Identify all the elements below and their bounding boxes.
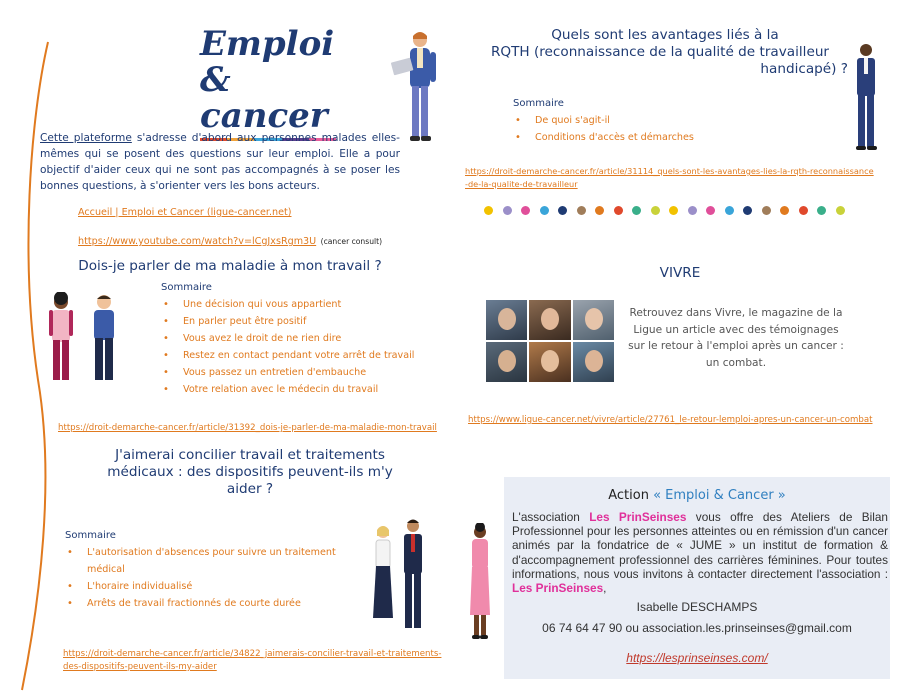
- action-text: ,: [603, 581, 607, 596]
- color-dot: [651, 206, 660, 215]
- section-parler-url[interactable]: https://droit-demarche-cancer.fr/article/31392_dois-je-parler-de-ma-maladie-mon-travail: [58, 423, 437, 433]
- list-item-continued: médical: [87, 564, 125, 575]
- section-rqth-title: [470, 27, 860, 78]
- color-dot: [799, 206, 808, 215]
- portrait-photo: [529, 300, 570, 340]
- url-line[interactable]: des-dispositifs-peuvent-ils-my-aider: [63, 662, 217, 672]
- action-text: vous offre des Ateliers de Bilan Professionnel pour les personnes atteintes ou en rémission d'un cancer animés par la fondatrice de « JUME » un institut de formation & d'accompagnement professionnel des carrières féminines. Pour toutes informations, nous vous invitons à contacter directement l'association :: [512, 510, 888, 581]
- color-dot: [762, 206, 771, 215]
- business-couple-illustration: [368, 518, 430, 638]
- color-dot: [725, 206, 734, 215]
- url-line[interactable]: https://droit-demarche-cancer.fr/article/31114_quels-sont-les-avantages-lies-la-rqth-reconnaissance: [465, 166, 874, 176]
- action-title-prefix: Action: [608, 488, 649, 503]
- color-dot: [484, 206, 493, 215]
- url-line[interactable]: -de-la-qualite-de-travailleur: [465, 179, 578, 189]
- logo-line1: Emploi: [200, 24, 335, 64]
- portrait-photo: [573, 300, 614, 340]
- portrait-photo: [529, 342, 570, 382]
- title-line: J'aimerai concilier travail et traitements: [115, 447, 385, 463]
- list-item[interactable]: • L'autorisation d'absences pour suivre un traitement: [65, 544, 345, 561]
- woman-illustration: [462, 523, 498, 641]
- title-line: RQTH (reconnaissance de la qualité de travailleur: [490, 44, 830, 60]
- section-rqth-list: [513, 112, 694, 146]
- list-item[interactable]: • L'horaire individualisé: [65, 578, 345, 595]
- color-dot: [503, 206, 512, 215]
- intro-paragraph: [40, 130, 400, 194]
- section-concilier-url[interactable]: [63, 648, 441, 674]
- youtube-link-row: [78, 231, 382, 249]
- section-rqth-url[interactable]: [465, 165, 874, 191]
- section-rqth-sommaire-label: Sommaire: [513, 98, 564, 109]
- title-line: aider ?: [226, 481, 274, 497]
- action-text: L'association: [512, 510, 590, 524]
- url-line[interactable]: https://droit-demarche-cancer.fr/article/34822_jaimerais-concilier-travail-et-traitements-: [63, 649, 442, 659]
- section-concilier-sommaire-label: Sommaire: [65, 530, 116, 541]
- intro-text: s'adresse d'abord aux personnes malades elles-mêmes qui se posent des questions sur leur emploi. Elle a pour objectif d'aider ceux qui ne sont pas accompagnés à se poser les bonnes questions, à s'orienter vers les bons acteurs.: [40, 132, 401, 192]
- color-dot: [743, 206, 752, 215]
- color-dot: [521, 206, 530, 215]
- vivre-photo-grid: [486, 300, 614, 382]
- logo-line2: & cancer: [200, 60, 328, 136]
- youtube-link[interactable]: https://www.youtube.com/watch?v=lCgJxsRgm3U: [78, 236, 317, 247]
- title-line: handicapé) ?: [760, 61, 848, 77]
- vivre-text: [616, 305, 856, 371]
- portrait-photo: [573, 342, 614, 382]
- accueil-link[interactable]: Accueil | Emploi et Cancer (ligue-cancer.net): [78, 207, 292, 218]
- text-line: un combat.: [705, 356, 767, 369]
- text-line: Ligue un article avec des témoignages: [633, 323, 839, 336]
- list-item[interactable]: • Vous passez un entretien d'embauche: [161, 364, 414, 381]
- text-line: Retrouvez dans Vivre, le magazine de la: [629, 307, 843, 319]
- two-people-illustration: [44, 292, 130, 388]
- portrait-photo: [486, 342, 527, 382]
- title-line: Quels sont les avantages liés à la: [551, 27, 779, 43]
- list-item[interactable]: • Votre relation avec le médecin du travail: [161, 381, 414, 398]
- color-dot: [836, 206, 845, 215]
- color-dots-row: [484, 206, 845, 215]
- action-paragraph: [512, 510, 888, 595]
- section-concilier-title: [70, 447, 430, 498]
- portrait-photo: [486, 300, 527, 340]
- association-name: Les PrinSeinses: [589, 510, 687, 524]
- intro-platform-link[interactable]: Cette plateforme: [40, 132, 132, 144]
- list-item[interactable]: • En parler peut être positif: [161, 313, 414, 330]
- website-link[interactable]: https://lesprinseinses.com/: [626, 651, 768, 665]
- action-title-highlight: « Emploi & Cancer »: [653, 488, 786, 503]
- list-item[interactable]: • Restez en contact pendant votre arrêt de travail: [161, 347, 414, 364]
- section-parler-title: Dois-je parler de ma maladie à mon travail ?: [78, 258, 382, 274]
- contact-line[interactable]: 06 74 64 47 90 ou association.les.prinseinses@gmail.com: [542, 621, 852, 635]
- association-name: Les PrinSeinses: [512, 581, 604, 596]
- color-dot: [780, 206, 789, 215]
- list-item[interactable]: • De quoi s'agit-il: [513, 112, 694, 129]
- color-dot: [558, 206, 567, 215]
- color-dot: [669, 206, 678, 215]
- action-title: [504, 488, 890, 503]
- title-line: médicaux : des dispositifs peuvent-ils m'y: [107, 464, 393, 480]
- text-line: sur le retour à l'emploi après un cancer :: [628, 340, 844, 352]
- section-parler-list: [161, 296, 414, 398]
- color-dot: [688, 206, 697, 215]
- section-concilier-list: [65, 544, 345, 612]
- color-dot: [614, 206, 623, 215]
- businessman-illustration: [846, 42, 886, 154]
- logo: [200, 26, 350, 141]
- color-dot: [706, 206, 715, 215]
- vivre-title: VIVRE: [659, 265, 701, 281]
- list-item[interactable]: • Une décision qui vous appartient: [161, 296, 414, 313]
- list-item[interactable]: • Vous avez le droit de ne rien dire: [161, 330, 414, 347]
- section-parler-sommaire-label: Sommaire: [161, 282, 212, 293]
- color-dot: [817, 206, 826, 215]
- youtube-link-note: (cancer consult): [320, 237, 383, 246]
- list-item[interactable]: • Conditions d'accès et démarches: [513, 129, 694, 146]
- list-item[interactable]: • Arrêts de travail fractionnés de courte durée: [65, 595, 345, 612]
- color-dot: [577, 206, 586, 215]
- contact-name: Isabelle DESCHAMPS: [636, 600, 758, 614]
- color-dot: [632, 206, 641, 215]
- color-dot: [540, 206, 549, 215]
- color-dot: [595, 206, 604, 215]
- vivre-url[interactable]: https://www.ligue-cancer.net/vivre/article/27761_le-retour-lemploi-apres-un-cancer-un-combat: [468, 415, 873, 425]
